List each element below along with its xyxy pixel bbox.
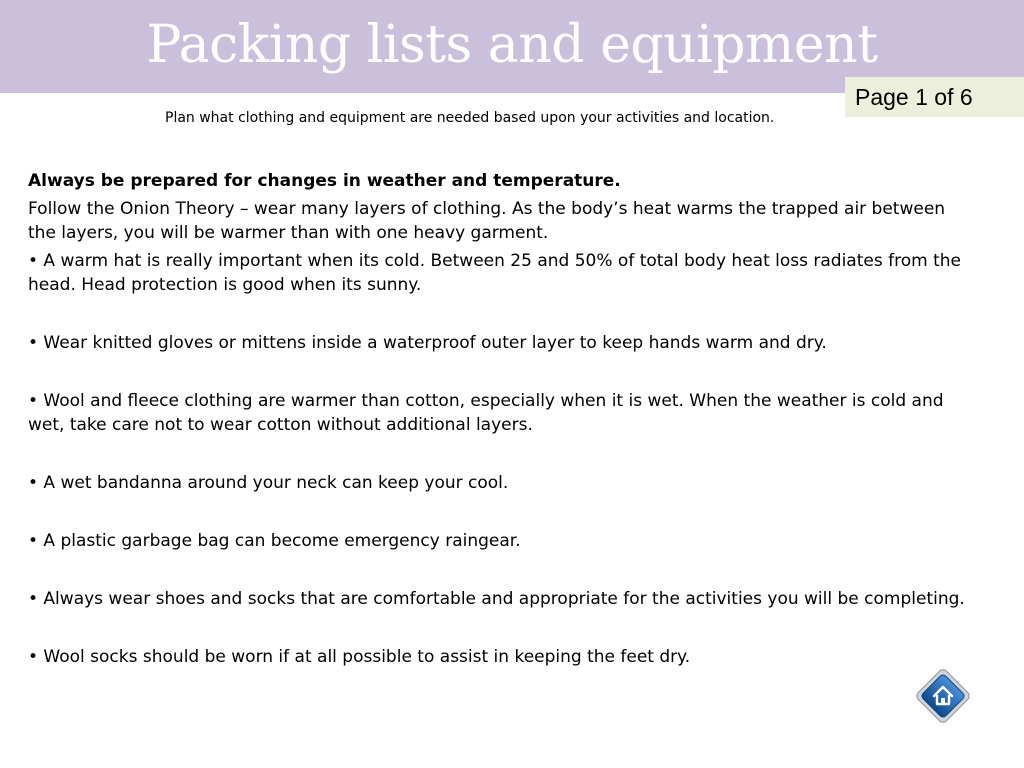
- page-indicator: Page 1 of 6: [845, 77, 1024, 117]
- subtitle: Plan what clothing and equipment are needed based upon your activities and location.: [165, 110, 775, 126]
- intro-paragraph: Follow the Onion Theory – wear many layers of clothing. As the body’s heat warms the trapped air between the layers, you will be warmer than with one heavy garment.: [28, 199, 946, 243]
- section-heading: Always be prepared for changes in weather and temperature.: [28, 171, 621, 191]
- home-icon: [914, 667, 972, 725]
- bullet-item: • Wool socks should be worn if at all possible to assist in keeping the feet dry.: [28, 647, 691, 667]
- content-body: [28, 169, 978, 703]
- page-title: Packing lists and equipment: [146, 15, 878, 75]
- bullet-item: • A wet bandanna around your neck can keep your cool.: [28, 473, 509, 493]
- bullet-item: • A plastic garbage bag can become emergency raingear.: [28, 531, 521, 551]
- bullet-item: • Wear knitted gloves or mittens inside a waterproof outer layer to keep hands warm and dry.: [28, 333, 827, 353]
- home-button[interactable]: [914, 667, 972, 725]
- bullet-item: • Always wear shoes and socks that are comfortable and appropriate for the activities you will be completing.: [28, 589, 965, 609]
- bullet-item: • A warm hat is really important when its cold. Between 25 and 50% of total body heat loss radiates from the head. Head protection is good when its sunny.: [28, 251, 961, 295]
- bullet-item: • Wool and fleece clothing are warmer than cotton, especially when it is wet. When the weather is cold and wet, take care not to wear cotton without additional layers.: [28, 391, 944, 435]
